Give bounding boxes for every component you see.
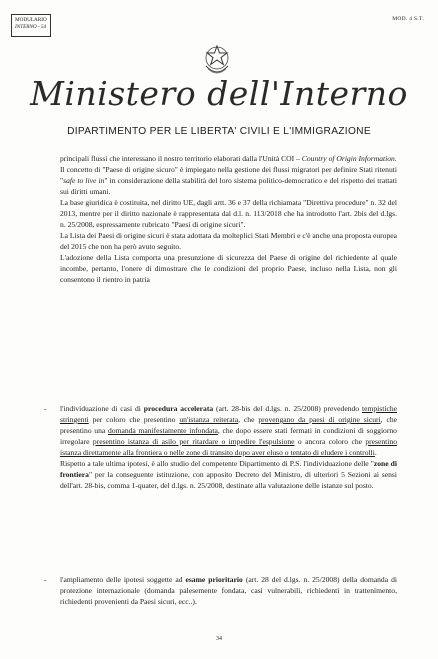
form-label-line-1: MODULARIO <box>15 17 47 23</box>
list-item: - l'ampliamento delle ipotesi soggette ad esame prioritario (art. 28 del d.lgs. n. 25/2008) della domanda di protezione internazionale (domanda palesemente fondata, casi vulnerabili, richiedenti in trattenimento, richiedenti provenienti da Paesi sicuri, ecc..). <box>44 575 397 606</box>
body-text <box>52 153 397 285</box>
form-label-line-2: INTERNO - 54 <box>15 23 47 30</box>
paragraph: Il concetto di "Paese di origine sicuro" è impiegato nella gestione dei flussi migratori per definire Stati ritenuti "safe to live in" in considerazione della stabilità del loro sistema politico-democratico e del rispetto dei trattati sui diritti umani. <box>60 165 398 196</box>
page-number: 34 <box>216 636 222 642</box>
department-heading: DIPARTIMENTO PER LE LIBERTA' CIVILI E L'IMMIGRAZIONE <box>67 126 371 137</box>
bullet-dash: - <box>44 404 47 413</box>
paragraph: principali flussi che interessano il nostro territorio elaborati dalla l'Unità COI – Country of Origin Information. <box>60 154 397 163</box>
mod-code: MOD. 4 S.T. <box>392 16 424 22</box>
bullet-list <box>44 574 397 607</box>
paragraph: La base giuridica è costituita, nel diritto UE, dagli artt. 36 e 37 della richiamata "Direttiva procedure" n. 32 del 2013, mentre per il diritto nazionale è rappresentata dal d.l. n. 113/2018 che ha introdotto l'art. 2bis del d.lgs. n. 25/2008, espressamente rubricato "Paesi di origine sicuri". <box>60 198 397 229</box>
form-label-box <box>11 14 51 37</box>
paragraph: La Lista dei Paesi di origine sicuri è stata adottata da molteplici Stati Membri e c'è anche una proposta europea del 2015 che non ha però avuto seguito. <box>60 231 397 251</box>
ministry-title: Ministero dell'Interno <box>30 74 408 113</box>
paragraph: L'adozione della Lista comporta una presunzione di sicurezza del Paese di origine del richiedente al quale incombe, pertanto, l'onere di dimostrare che le condizioni del proprio Paese, incluso nella Lista, non gli consentono il rientro in patria <box>60 253 397 284</box>
list-item-continuation: Rispetto a tale ultima ipotesi, è allo studio del competente Dipartimento di P.S. l'individuazione delle "zone di frontiera" per la conseguente istituzione, con apposito Decreto del Ministro, di ulteriori 5 Sezioni ai sensi dell'art. 28-bis, comma 1-quater, del d.lgs. n. 25/2008, destinate alla valutazione delle istanze sul posto. <box>60 459 397 490</box>
list-item: - l'individuazione di casi di procedura accelerata (art. 28-bis del d.lgs. n. 25/2008) prevedendo tempistiche stringenti per coloro che presentino un'istanza reiterata, che provengano da paesi di origine sicuri, che presentino una domanda manifestamente infondata, che dopo essere stati fermati in condizioni di soggiorno irregolare presentino istanza di asilo per ritardare o impedire l'espulsione o ancora coloro che presentino istanza direttamente alla frontiera o nelle zone di transito dopo aver eluso o tentato di eludere i controlli. <box>44 404 397 457</box>
bullet-dash: - <box>44 575 47 584</box>
bullet-list <box>44 403 397 491</box>
